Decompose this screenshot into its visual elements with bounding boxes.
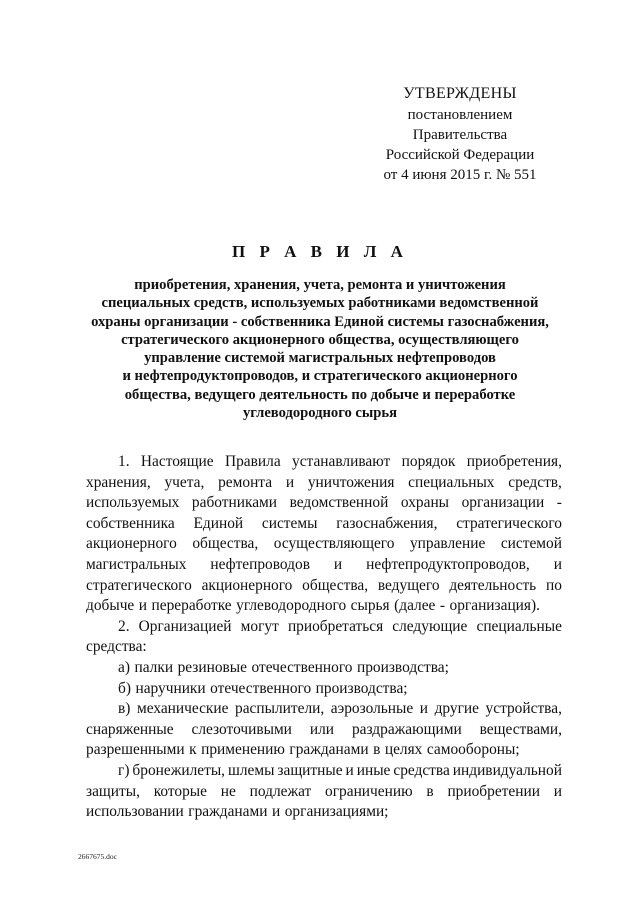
body-word: следующие: [392, 617, 468, 635]
body-word: уничтожения: [307, 473, 395, 491]
body-word: снаряженные: [86, 720, 174, 738]
body-word: и: [138, 597, 148, 615]
body-line: [86, 740, 562, 761]
body-word: приобретении: [447, 782, 540, 800]
rules-title-block: [86, 242, 554, 422]
body-word: б): [118, 679, 131, 697]
approval-block: [360, 84, 560, 185]
body-line: [86, 473, 562, 494]
rules-subtitle: [86, 276, 554, 422]
body-word: иные: [356, 761, 391, 779]
body-word: средств,: [508, 473, 562, 491]
body-word: гражданами: [289, 741, 369, 759]
body-word: ведущего: [377, 576, 440, 594]
body-word: организация).: [449, 597, 540, 615]
body-word: организации: [461, 494, 545, 512]
body-word: переработке: [151, 597, 232, 615]
body-word: другие: [434, 700, 479, 718]
body-line: [86, 596, 562, 617]
subtitle-line: охраны организации - собственника Единой системы газоснабжения,: [91, 313, 549, 330]
body-word: деятельность: [449, 576, 537, 594]
body-word: акционерного: [86, 535, 177, 553]
subtitle-line: углеводородного сырья: [242, 405, 398, 422]
body-word: Настоящие: [140, 453, 214, 470]
body-word: газоснабжения,: [336, 514, 438, 532]
body-word: приобретения,: [466, 453, 562, 470]
subtitle-line: общества, ведущего деятельность по добыче и переработке: [124, 386, 516, 403]
body-word: специальных: [408, 473, 495, 491]
body-word: используемых: [86, 494, 180, 512]
subtitle-line: стратегического акционерного общества, осуществляющего: [121, 331, 519, 348]
subtitle-line: приобретения, хранения, учета, ремонта и уничтожения: [134, 277, 506, 293]
body-word: Правила: [225, 453, 281, 470]
body-word: которые: [153, 782, 207, 800]
body-word: в): [118, 700, 131, 718]
body-line: [86, 782, 562, 803]
body-word: механические: [136, 700, 229, 718]
body-word: порядок: [401, 453, 456, 470]
body-word: учета,: [164, 473, 205, 491]
body-word: аэрозольные: [330, 700, 414, 718]
body-word: сырья: [350, 597, 390, 615]
body-word: управление: [409, 535, 486, 553]
body-word: целях: [384, 741, 423, 759]
body-word: охраны: [400, 494, 450, 512]
body-line: [86, 699, 562, 720]
body-word: могут: [240, 617, 279, 635]
approval-line: постановлением Правительства: [407, 107, 513, 143]
body-word: системы: [261, 514, 318, 532]
body-word: ведомственной: [289, 494, 389, 512]
body-word: использовании: [86, 803, 184, 821]
body-word: бронежилеты,: [132, 761, 226, 779]
body-word: гражданами: [188, 803, 268, 821]
body-line: [86, 576, 562, 597]
body-word: Организацией: [138, 617, 232, 635]
body-word: самообороны;: [426, 741, 520, 759]
body-word: общества,: [192, 535, 259, 553]
body-word: устройства,: [485, 700, 562, 718]
body-word: и: [345, 761, 354, 779]
body-word: средства:: [86, 638, 147, 656]
body-line: [86, 720, 562, 741]
body-word: хранения,: [86, 473, 151, 491]
body-word: или: [309, 720, 335, 738]
body-text: [86, 452, 562, 823]
body-word: специальные: [476, 617, 562, 635]
body-word: и: [333, 555, 343, 573]
body-word: общества,: [302, 576, 369, 594]
body-word: и: [553, 555, 562, 573]
body-word: углеводородного: [236, 597, 347, 615]
body-word: Единой: [193, 514, 244, 532]
body-line: [86, 617, 562, 638]
body-word: ограничению: [325, 782, 413, 800]
body-word: по: [546, 576, 562, 594]
body-word: наручники: [135, 679, 206, 697]
body-word: в: [426, 782, 434, 800]
body-word: раздражающими: [351, 720, 462, 738]
body-word: индивидуальной: [452, 761, 562, 779]
body-line: [86, 679, 562, 700]
body-word: -: [439, 597, 446, 615]
approval-line: Российской Федерации: [385, 147, 535, 163]
body-word: собственника: [86, 514, 175, 532]
body-word: ремонта: [218, 473, 273, 491]
body-word: производства;: [315, 679, 408, 697]
body-word: а): [118, 658, 130, 676]
body-line: [86, 534, 562, 555]
body-line: [86, 658, 562, 679]
body-word: распылители,: [235, 700, 325, 718]
body-word: шлемы: [227, 761, 275, 779]
body-word: подлежат: [249, 782, 312, 800]
body-word: 2.: [118, 617, 130, 635]
body-word: осуществляющего: [273, 535, 395, 553]
approval-heading: УТВЕРЖДЕНЫ: [403, 85, 517, 102]
body-line: [86, 493, 562, 514]
body-word: акционерного: [201, 576, 293, 594]
rules-title: П Р А В И Л А: [232, 242, 408, 261]
body-line: [86, 761, 562, 782]
body-line: [86, 802, 562, 823]
body-word: (далее: [394, 597, 436, 615]
subtitle-line: специальных средств, используемых работниками ведомственной: [101, 295, 539, 312]
body-word: отечественного: [210, 679, 312, 697]
body-word: приобретаться: [287, 617, 384, 635]
body-word: стратегического: [86, 576, 192, 594]
body-line: [86, 555, 562, 576]
body-word: и: [553, 782, 562, 800]
approval-date-line: от 4 июня 2015 г. № 551: [383, 167, 537, 183]
body-word: не: [220, 782, 236, 800]
body-word: производства;: [356, 658, 449, 676]
body-word: разрешенными: [86, 741, 185, 759]
body-word: добыче: [86, 597, 135, 615]
body-word: к: [189, 741, 197, 759]
body-word: резиновые: [177, 658, 247, 676]
body-word: слезоточивыми: [191, 720, 292, 738]
body-word: нефтепродуктопроводов,: [366, 555, 530, 573]
body-word: защитные: [277, 761, 343, 779]
body-word: отечественного: [251, 658, 353, 676]
body-line: [86, 514, 562, 535]
body-word: нефтепроводов: [210, 555, 310, 573]
body-word: в: [373, 741, 381, 759]
body-word: магистральных: [86, 555, 187, 573]
body-line: [86, 637, 562, 658]
body-word: веществами,: [479, 720, 562, 738]
body-word: г): [118, 761, 130, 779]
document-reference: 2667675.doc: [78, 852, 117, 861]
body-word: и: [419, 700, 429, 718]
subtitle-line: управление системой магистральных нефтепроводов: [144, 350, 496, 367]
body-word: -: [556, 494, 562, 512]
body-word: устанавливают: [292, 453, 391, 470]
body-word: защиты,: [86, 782, 140, 800]
body-word: и: [271, 803, 281, 821]
body-word: применению: [201, 741, 285, 759]
body-word: стратегического: [456, 514, 562, 532]
body-word: и: [285, 473, 295, 491]
body-word: работниками: [191, 494, 278, 512]
body-word: средства: [393, 761, 450, 779]
body-word: палки: [134, 658, 174, 676]
subtitle-line: и нефтепродуктопроводов, и стратегического акционерного: [122, 368, 518, 385]
body-word: 1.: [118, 453, 130, 470]
body-word: организациями;: [284, 803, 389, 821]
body-word: системой: [500, 535, 562, 553]
body-line: [86, 452, 562, 473]
